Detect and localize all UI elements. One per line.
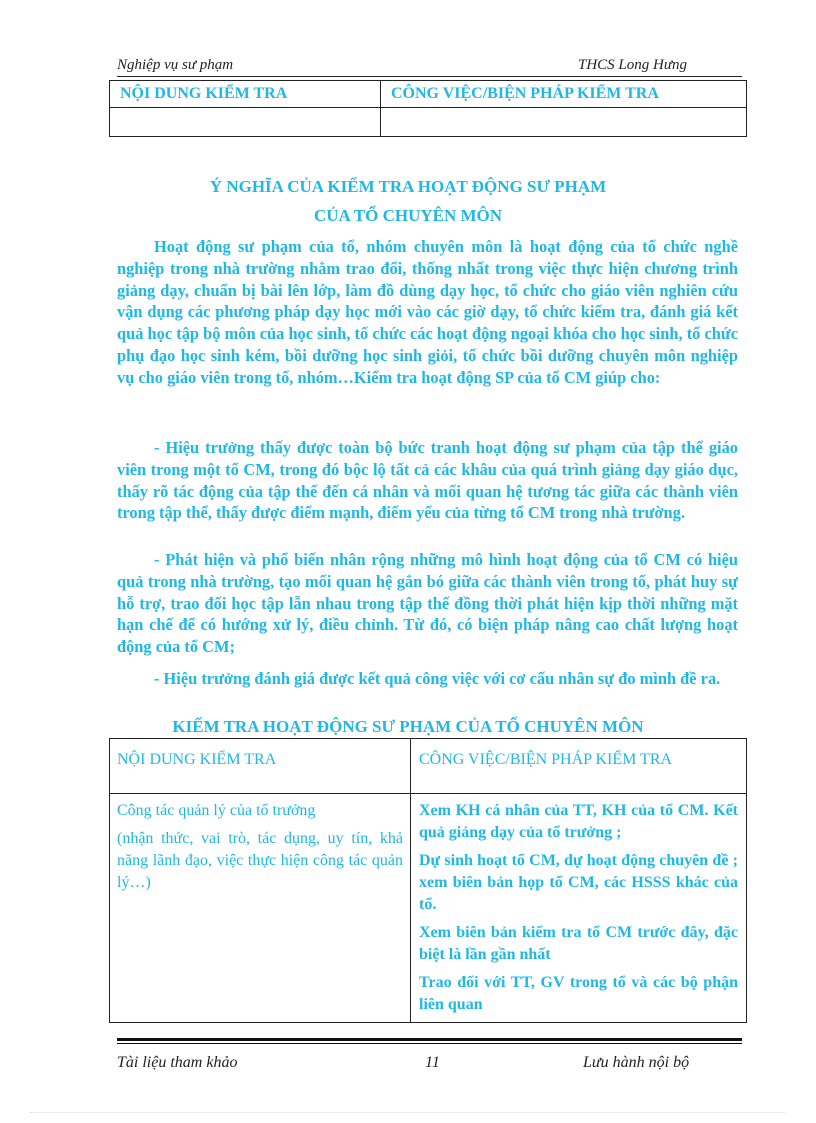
section1-paragraph-1: Hoạt động sư phạm của tổ, nhóm chuyên môn là hoạt động của tổ chức nghề nghiệp trong nhà trường nhằm trao đổi, thống nhất trong việc thực hiện chương trình giảng dạy, chuẩn bị bài lên lớp, làm đồ dùng dạy học, tổ chức cho giáo viên nghiên cứu vận dụng các phương pháp dạy học mới vào các giờ dạy, tổ chức kiểm tra, đánh giá kết quả học tập bộ môn của học sinh, tổ chức các hoạt động ngoại khóa cho học sinh, tổ chức phụ đạo học sinh kém, bồi dưỡng học sinh giỏi, tổ chức bồi dưỡng chuyên môn nghiệp vụ cho giáo viên trong tổ, nhóm…Kiểm tra hoạt động SP của tổ CM giúp cho: xyxy=(117,237,738,387)
right-cell-item-3: Xem biên bản kiểm tra tổ CM trước đây, đặc biệt là lần gần nhất xyxy=(419,924,738,963)
right-cell-item-1: Xem KH cá nhân của TT, KH của tổ CM. Kết quả giảng dạy của tổ trưởng ; xyxy=(419,802,738,841)
table2-col2-header: CÔNG VIỆC/BIỆN PHÁP KIỂM TRA xyxy=(411,739,747,794)
footer-right: Lưu hành nội bộ xyxy=(583,1054,690,1071)
section1-paragraph-3: - Phát hiện và phổ biến nhân rộng những mô hình hoạt động của tổ CM có hiệu quả trong nhà trường, tạo mối quan hệ gắn bó giữa các thành viên trong tổ, phát huy sự hỗ trợ, trao đổi học tập lẫn nhau trong tập thể đồng thời phát hiện kịp thời những mặt hạn chế để có hướng xử lý, điều chỉnh. Từ đó, có biện pháp nâng cao chất lượng hoạt động của tổ CM; xyxy=(117,550,738,657)
header-right: THCS Long Hưng xyxy=(578,57,688,73)
footer-page-number: 11 xyxy=(425,1054,440,1071)
right-cell-item-2: Dự sinh hoạt tổ CM, dự hoạt động chuyên đề ; xem biên bản họp tổ CM, các HSSS khác của tổ. xyxy=(419,852,738,913)
header-rule xyxy=(117,76,742,77)
footer-rule-thin xyxy=(117,1043,742,1044)
inspection-table-top xyxy=(109,80,747,137)
section1-paragraph-2: - Hiệu trưởng thấy được toàn bộ bức tranh hoạt động sư phạm của tập thể giáo viên trong một tổ CM, trong đó bộc lộ tất cả các khâu của quá trình giảng dạy giáo dục, thấy rõ tác động của tập thể đến cá nhân và mối quan hệ tương tác giữa các thành viên trong tập thể, thấy được điểm mạnh, điểm yếu của từng tổ CM trong nhà trường. xyxy=(117,438,738,523)
table2-right-cell xyxy=(411,794,747,1023)
left-cell-title: Công tác quản lý của tổ trưởng xyxy=(117,802,316,819)
table1-col1-header: NỘI DUNG KIỂM TRA xyxy=(110,81,381,108)
section2-title: KIỂM TRA HOẠT ĐỘNG SƯ PHẠM CỦA TỔ CHUYÊN MÔN xyxy=(172,717,644,736)
header-left: Nghiệp vụ sư phạm xyxy=(117,57,234,73)
page-bottom-dotted-line xyxy=(30,1112,786,1113)
footer-rule-thick xyxy=(117,1038,742,1041)
section1-paragraph-4: - Hiệu trưởng đánh giá được kết quả công việc với cơ cấu nhân sự đo mình đề ra. xyxy=(154,669,721,688)
table2-col1-header: NỘI DUNG KIỂM TRA xyxy=(110,739,411,794)
inspection-table-main xyxy=(109,738,747,1023)
table1-empty-cell-1 xyxy=(110,108,381,137)
section1-title-line2: CỦA TỔ CHUYÊN MÔN xyxy=(313,206,503,225)
table1-col2-header: CÔNG VIỆC/BIỆN PHÁP KIỂM TRA xyxy=(381,81,747,108)
section1-title-line1: Ý NGHĨA CỦA KIỂM TRA HOẠT ĐỘNG SƯ PHẠM xyxy=(209,177,607,196)
table2-left-cell xyxy=(110,794,411,1023)
left-cell-detail: (nhận thức, vai trò, tác dụng, uy tín, khả năng lãnh đạo, việc thực hiện công tác quản lý…) xyxy=(117,830,403,891)
table1-empty-cell-2 xyxy=(381,108,747,137)
right-cell-item-4: Trao đổi với TT, GV trong tổ và các bộ phận liên quan xyxy=(419,974,738,1013)
footer-left: Tài liệu tham khảo xyxy=(117,1054,238,1071)
